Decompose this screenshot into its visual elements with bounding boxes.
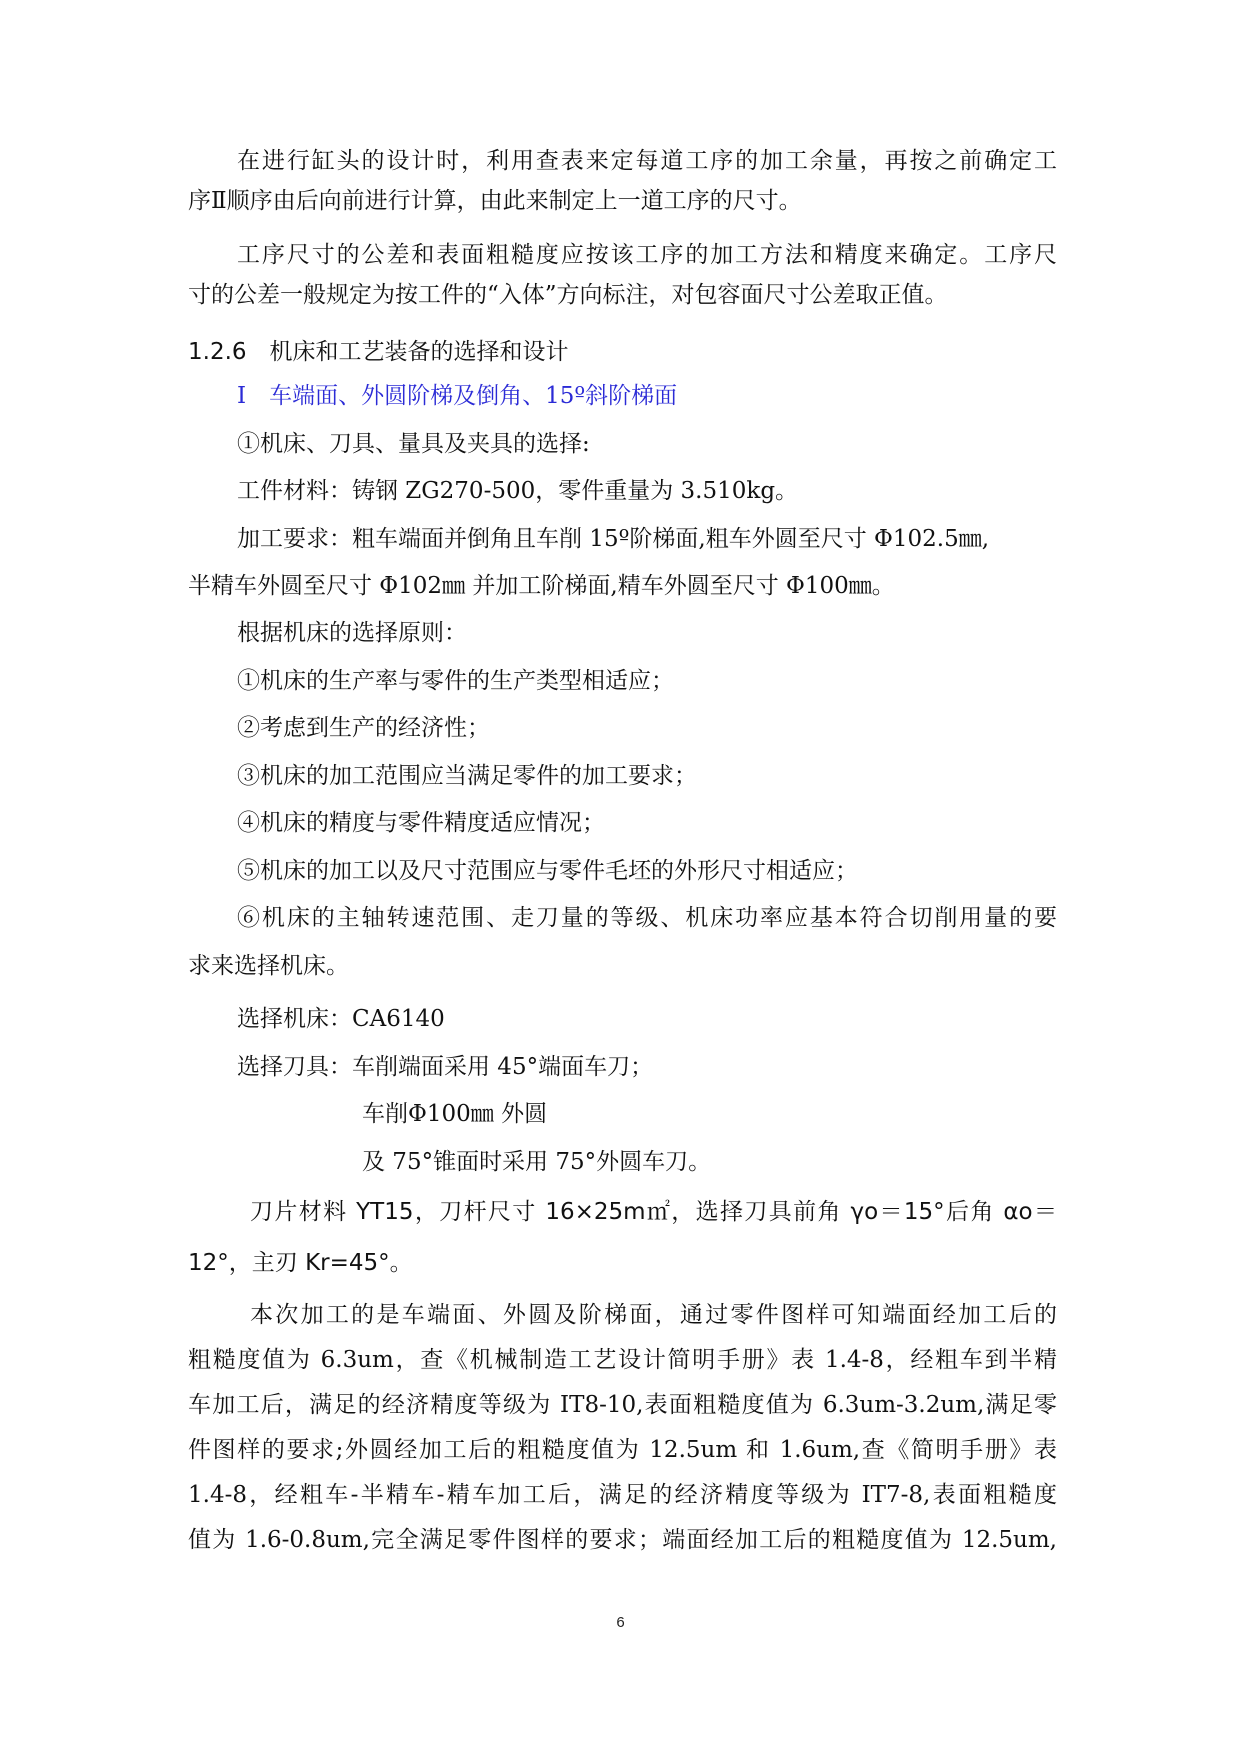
- list-item: 求来选择机床。: [188, 953, 349, 979]
- paragraph-line: 半精车外圆至尺寸 Φ102㎜ 并加工阶梯面,精车外圆至尺寸 Φ100㎜。: [188, 573, 895, 599]
- paragraph-line: 加工要求：粗车端面并倒角且车削 15º阶梯面,粗车外圆至尺寸 Φ102.5㎜,: [237, 526, 990, 552]
- list-item: ②考虑到生产的经济性；: [237, 715, 490, 741]
- paragraph-line: 粗糙度值为 6.3um，查《机械制造工艺设计简明手册》表 1.4-8，经粗车到半精: [188, 1347, 1057, 1373]
- paragraph-line: 本次加工的是车端面、外圆及阶梯面，通过零件图样可知端面经加工后的: [250, 1302, 1057, 1328]
- page-number: 6: [616, 1614, 625, 1631]
- list-item: ⑤机床的加工以及尺寸范围应与零件毛坯的外形尺寸相适应；: [237, 858, 858, 884]
- paragraph-line: 选择机床：CA6140: [237, 1006, 445, 1032]
- paragraph-line: 车削Φ100㎜ 外圆: [362, 1101, 548, 1127]
- paragraph-line: 工件材料：铸钢 ZG270-500，零件重量为 3.510kg。: [237, 478, 799, 504]
- paragraph-line: 序Ⅱ顺序由后向前进行计算，由此来制定上一道工序的尺寸。: [188, 188, 802, 214]
- list-item: ④机床的精度与零件精度适应情况；: [237, 810, 605, 836]
- paragraph-line: 件图样的要求;外圆经加工后的粗糙度值为 12.5um 和 1.6um,查《简明手册》表: [188, 1437, 1057, 1463]
- sub-heading: Ⅰ 车端面、外圆阶梯及倒角、15º斜阶梯面: [237, 383, 678, 409]
- paragraph-line: 1.4-8，经粗车-半精车-精车加工后，满足的经济精度等级为 IT7-8,表面粗糙度: [188, 1482, 1057, 1508]
- paragraph-line: 选择刀具：车削端面采用 45°端面车刀；: [237, 1054, 654, 1080]
- paragraph-line: ①机床、刀具、量具及夹具的选择:: [237, 431, 590, 457]
- list-item: ③机床的加工范围应当满足零件的加工要求；: [237, 763, 697, 789]
- paragraph-line: 及 75°锥面时采用 75°外圆车刀。: [362, 1149, 712, 1175]
- paragraph-line: 工序尺寸的公差和表面粗糙度应按该工序的加工方法和精度来确定。工序尺: [237, 242, 1057, 268]
- paragraph-line: 刀片材料 YT15，刀杆尺寸 16×25m㎡，选择刀具前角 γo＝15°后角 αo＝: [250, 1199, 1057, 1225]
- paragraph-line: 根据机床的选择原则：: [237, 620, 467, 646]
- section-heading: 1.2.6 机床和工艺装备的选择和设计: [188, 339, 569, 365]
- list-item: ⑥机床的主轴转速范围、走刀量的等级、机床功率应基本符合切削用量的要: [237, 905, 1057, 931]
- paragraph-line: 12°，主刃 Kr=45°。: [188, 1250, 413, 1276]
- paragraph-line: 寸的公差一般规定为按工件的“入体”方向标注，对包容面尺寸公差取正值。: [188, 282, 948, 308]
- paragraph-line: 在进行缸头的设计时，利用查表来定每道工序的加工余量，再按之前确定工: [237, 148, 1057, 174]
- paragraph-line: 车加工后，满足的经济精度等级为 IT8-10,表面粗糙度值为 6.3um-3.2um,满足零: [188, 1392, 1057, 1418]
- paragraph-line: 值为 1.6-0.8um,完全满足零件图样的要求；端面经加工后的粗糙度值为 12.5um,: [188, 1527, 1057, 1553]
- list-item: ①机床的生产率与零件的生产类型相适应；: [237, 668, 674, 694]
